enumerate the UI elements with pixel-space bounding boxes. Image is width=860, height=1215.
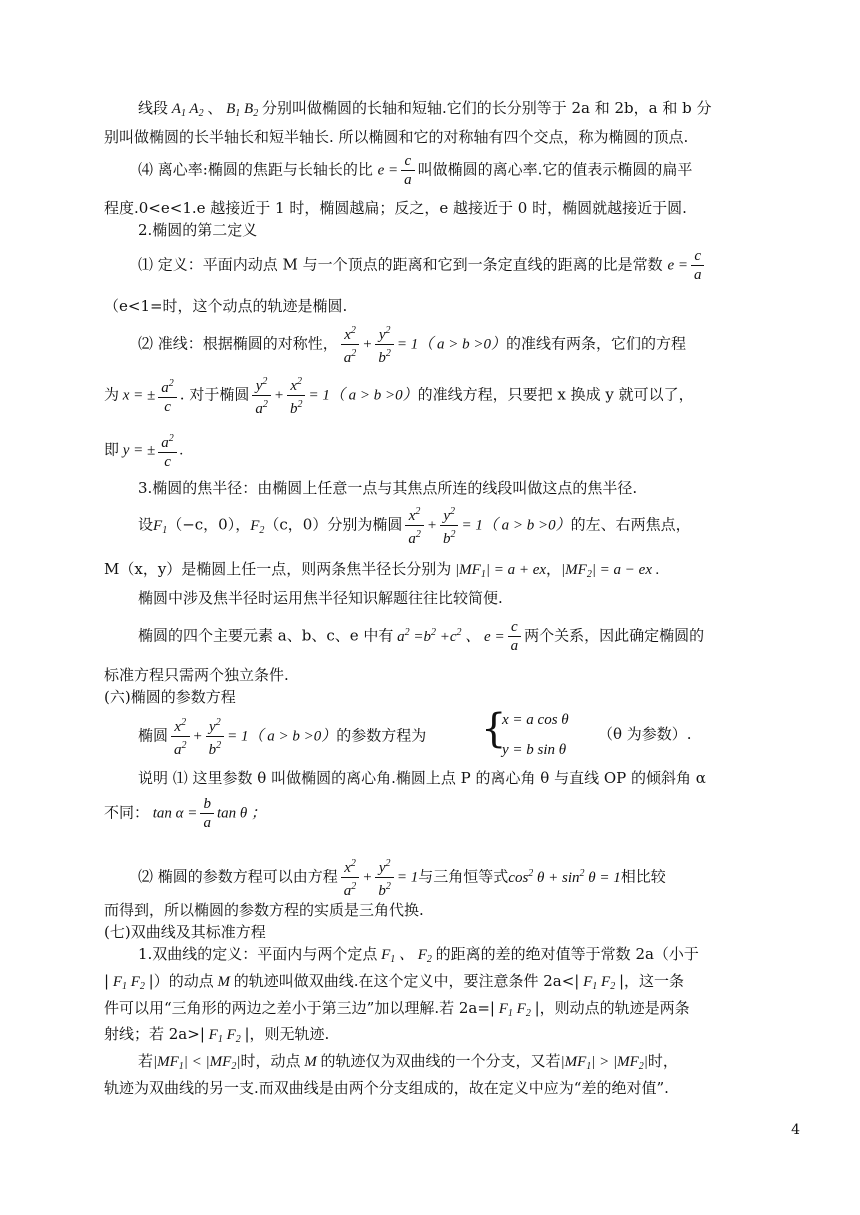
section-heading — [138, 478, 637, 498]
fraction-x2-b2: $\frac{x^2}{b^2}$ — [287, 373, 306, 418]
fraction-x2-a2: $\frac{x^2}{a^2}$ — [341, 855, 360, 900]
para-line — [104, 127, 688, 147]
text: 椭圆中涉及焦半径时运用焦半径知识解题往往比较简便. — [138, 589, 503, 607]
formula-trig: $\cos^2 \theta + \sin^2 \theta = 1$ — [508, 867, 621, 886]
fraction-c-over-a: $\frac{c}{a}$ — [401, 152, 415, 189]
text: 别叫做椭圆的长半轴长和短半轴长. 所以椭圆和它的对称轴有四个交点，称为椭圆的顶点. — [104, 128, 689, 146]
para-line — [104, 1078, 669, 1098]
para-four-elements: 椭圆的四个主要元素 a、b、c、e 中有 $a^2 =b^2 +c^2$ 、 e = $\frac{c}{a}$ 两个关系，因此确定椭圆的 — [138, 619, 705, 654]
text: 标准方程只需两个独立条件. — [104, 666, 289, 684]
fraction-y2-b2: $\frac{y^2}{b^2}$ — [206, 714, 225, 759]
text: 与三角恒等式 — [418, 867, 509, 886]
text: M（x，y）是椭圆上任一点，则两条焦半径长分别为 — [104, 560, 452, 578]
text: 而得到，所以椭圆的参数方程的实质是三角代换. — [104, 901, 424, 919]
text: （e<1=时，这个动点的轨迹是椭圆. — [104, 297, 348, 315]
para-line — [104, 900, 424, 920]
text: 的距离的差的绝对值等于常数 2a（小于 — [435, 945, 699, 963]
para-line — [104, 198, 687, 218]
para-second-definition — [138, 247, 707, 284]
section-heading — [138, 220, 257, 240]
para-line: 射线；若 2a>| $F_1$ $F_2$ |，则无轨迹. — [104, 1025, 330, 1045]
fraction-a2-c: $\frac{a^2}{c}$ — [158, 375, 177, 416]
fraction-a2-c: $\frac{a^2}{c}$ — [158, 430, 177, 471]
text: (七)双曲线及其标准方程 — [104, 923, 266, 941]
section-heading — [104, 687, 236, 707]
text: |，则无轨迹. — [244, 1025, 330, 1043]
para-line — [104, 296, 347, 316]
text: 说明 ⑴ 这里参数 θ 叫做椭圆的离心角.椭圆上点 P 的离心角 θ 与直线 OP 的倾斜角 α — [138, 769, 706, 787]
text: 1.双曲线的定义：平面内与两个定点 — [138, 945, 378, 963]
fraction-y2-a2: $\frac{y^2}{a^2}$ — [252, 373, 271, 418]
text: 程度.0<e<1.e 越接近于 1 时，椭圆越扁；反之，e 越接近于 0 时，椭圆就越接近于圆. — [104, 199, 687, 217]
para-eccentricity — [138, 152, 692, 189]
text: 叫做椭圆的离心率.它的值表示椭圆的扁平 — [417, 160, 693, 179]
fraction-y2-b2: $\frac{y^2}{b^2}$ — [375, 855, 394, 900]
para-line — [138, 588, 503, 608]
text: 件可以用“三角形的两边之差小于第三边”加以理解.若 2a=| — [104, 999, 495, 1017]
text: ⑵ 准线：根据椭圆的对称性， — [138, 334, 338, 353]
text: 3.椭圆的焦半径：由椭圆上任意一点与其焦点所连的线段叫做这点的焦半径. — [138, 479, 638, 497]
formula-e-eq: e = — [377, 162, 399, 179]
para-hyperbola-def: 1.双曲线的定义：平面内与两个定点 $F_1$ 、 $F_2$ 的距离的差的绝对值等于常数 2a（小于 — [138, 945, 699, 965]
fraction-y2-b2: $\frac{y^2}{b^2}$ — [375, 322, 394, 367]
text: |）的动点 — [148, 972, 214, 990]
text: 的左、右两焦点， — [570, 515, 691, 534]
fraction-y2-b2: $\frac{y^2}{b^2}$ — [440, 503, 459, 548]
text: （−c，0）， — [167, 515, 251, 534]
formula-mf2: $|MF_2| = a$ − ex . — [561, 562, 660, 580]
text: . 对于椭圆 — [179, 385, 250, 404]
text: 为 — [104, 385, 120, 404]
text: ⑴ 定义：平面内动点 M 与一个顶点的距离和它到一条定直线的距离的比是常数 — [138, 255, 663, 274]
page-number: 4 — [791, 1122, 800, 1138]
para-tan: 不同： tan α = $\frac{b}{a}$ tan θ ； — [104, 796, 266, 831]
text: 设 — [138, 515, 154, 534]
para-branches: 若$|MF_1| < |MF_2|$时，动点 M 的轨迹仅为双曲线的一个分支，又若$|MF_1| > |MF_2|$时， — [138, 1052, 678, 1072]
para-major-minor-axis — [138, 98, 712, 124]
text: （θ 为参数）. — [598, 725, 692, 743]
text: 的参数方程为 — [336, 726, 427, 745]
text: 椭圆 — [138, 726, 169, 745]
fraction-c-over-a: $\frac{c}{a}$ — [691, 247, 705, 284]
fraction-c-over-a: $\frac{c}{a}$ — [508, 618, 522, 655]
para-explanation — [138, 768, 706, 788]
para-directrix-y: 即 y = ± $\frac{a^2}{c}$ . — [104, 430, 184, 471]
formula-y-bsin: y = b sin θ — [502, 742, 567, 758]
para-line: 件可以用“三角形的两边之差小于第三边”加以理解.若 2a=| $F_1$ $F_2$ |，则动点的轨迹是两条 — [104, 999, 690, 1019]
fraction-x2-a2: $\frac{x^2}{a^2}$ — [405, 503, 424, 548]
text: 线段 — [138, 99, 169, 117]
formula-e-eq: e = — [667, 257, 688, 274]
text: 射线；若 2a>| — [104, 1025, 205, 1043]
formula-x-acos: x = a cos θ — [502, 712, 569, 728]
section-heading — [104, 922, 266, 942]
para-focal: 设$F_1(-c$，0），$F_2(c$，0）分别为椭圆 $\frac{x^2}{a^2}$ + $\frac{y^2}{b^2}$ = 1（ a > b >0）的左、右两焦点， — [138, 503, 691, 548]
text: 相比较 — [620, 867, 666, 886]
text: 时，动点 — [240, 1052, 301, 1070]
para-line — [104, 665, 289, 685]
text: 的轨迹仅为双曲线的一个分支，又若 — [320, 1052, 561, 1070]
text: 轨迹为双曲线的另一支.而双曲线是由两个分支组成的，故在定义中应为“差的绝对值”. — [104, 1079, 669, 1097]
text: 时， — [647, 1052, 678, 1070]
text: （c，0）分别为椭圆 — [264, 515, 403, 534]
text: 2.椭圆的第二定义 — [138, 221, 258, 239]
fraction-x2-a2: $\frac{x^2}{a^2}$ — [341, 322, 360, 367]
text: 分别叫做椭圆的长轴和短轴.它们的长分别等于 2a 和 2b，a 和 b 分 — [261, 99, 712, 117]
text: 的准线方程，只要把 x 换成 y 就可以了， — [417, 385, 694, 404]
formula-b1b2: $B_1$ $B_2$ — [222, 101, 259, 119]
formula-a1a2: $A_1$ $A_2$ — [168, 101, 204, 119]
text: ⑷ 离心率:椭圆的焦距与长轴长的比 — [138, 160, 373, 179]
fraction-x2-a2: $\frac{x^2}{a^2}$ — [171, 714, 190, 759]
para-focal-lengths: M（x，y）是椭圆上任一点，则两条焦半径长分别为 $|MF_1| = a$ + ex，$|MF_2| = a$ − ex . — [104, 560, 660, 580]
text: 椭圆的四个主要元素 a、b、c、e 中有 — [138, 626, 394, 645]
para-directrix: ⑵ 准线：根据椭圆的对称性， $\frac{x^2}{a^2}$ + $\frac{y^2}{b^2}$ = 1（ a > b >0）的准线有两条，它们的方程 — [138, 322, 686, 367]
text: 若 — [138, 1052, 154, 1070]
text: 即 — [104, 440, 120, 459]
text: ⑵ 椭圆的参数方程可以由方程 — [138, 867, 338, 886]
text: 、 — [207, 99, 223, 117]
text: | — [104, 972, 110, 990]
para-trig-identity: ⑵ 椭圆的参数方程可以由方程 $\frac{x^2}{a^2}$ + $\frac{y^2}{b^2}$ = 1与三角恒等式$\cos^2 \theta + \sin^2 \theta = 1$相比较 — [138, 855, 666, 900]
fraction-b-over-a: $\frac{b}{a}$ — [200, 795, 214, 832]
formula-mf1: $|MF_1| = a$ + ex — [451, 562, 547, 580]
para-param-note — [598, 724, 692, 744]
para-parametric: 椭圆 $\frac{x^2}{a^2}$ + $\frac{y^2}{b^2}$ = 1（ a > b >0）的参数方程为 — [138, 714, 426, 759]
para-line: | $F_1$ $F_2$ |）的动点 M 的轨迹叫做双曲线.在这个定义中，要注意条件 2a<| $F_1$ $F_2$ |，这一条 — [104, 972, 685, 992]
left-brace: { — [481, 706, 507, 752]
text: |，则动点的轨迹是两条 — [534, 999, 690, 1017]
text: 不同： — [104, 803, 150, 822]
text: (六)椭圆的参数方程 — [104, 688, 236, 706]
text: 的准线有两条，它们的方程 — [506, 334, 687, 353]
text: 两个关系，因此确定椭圆的 — [524, 626, 705, 645]
para-directrix-eq: 为 x = ± $\frac{a^2}{c}$ . 对于椭圆 $\frac{y^2}{a^2}$ + $\frac{x^2}{b^2}$ = 1（ a > b >0）的准线方程，只要把 x 换成 y 就可以了， — [104, 373, 694, 418]
text: 的轨迹叫做双曲线.在这个定义中，要注意条件 2a<| — [233, 972, 580, 990]
text: |，这一条 — [618, 972, 685, 990]
